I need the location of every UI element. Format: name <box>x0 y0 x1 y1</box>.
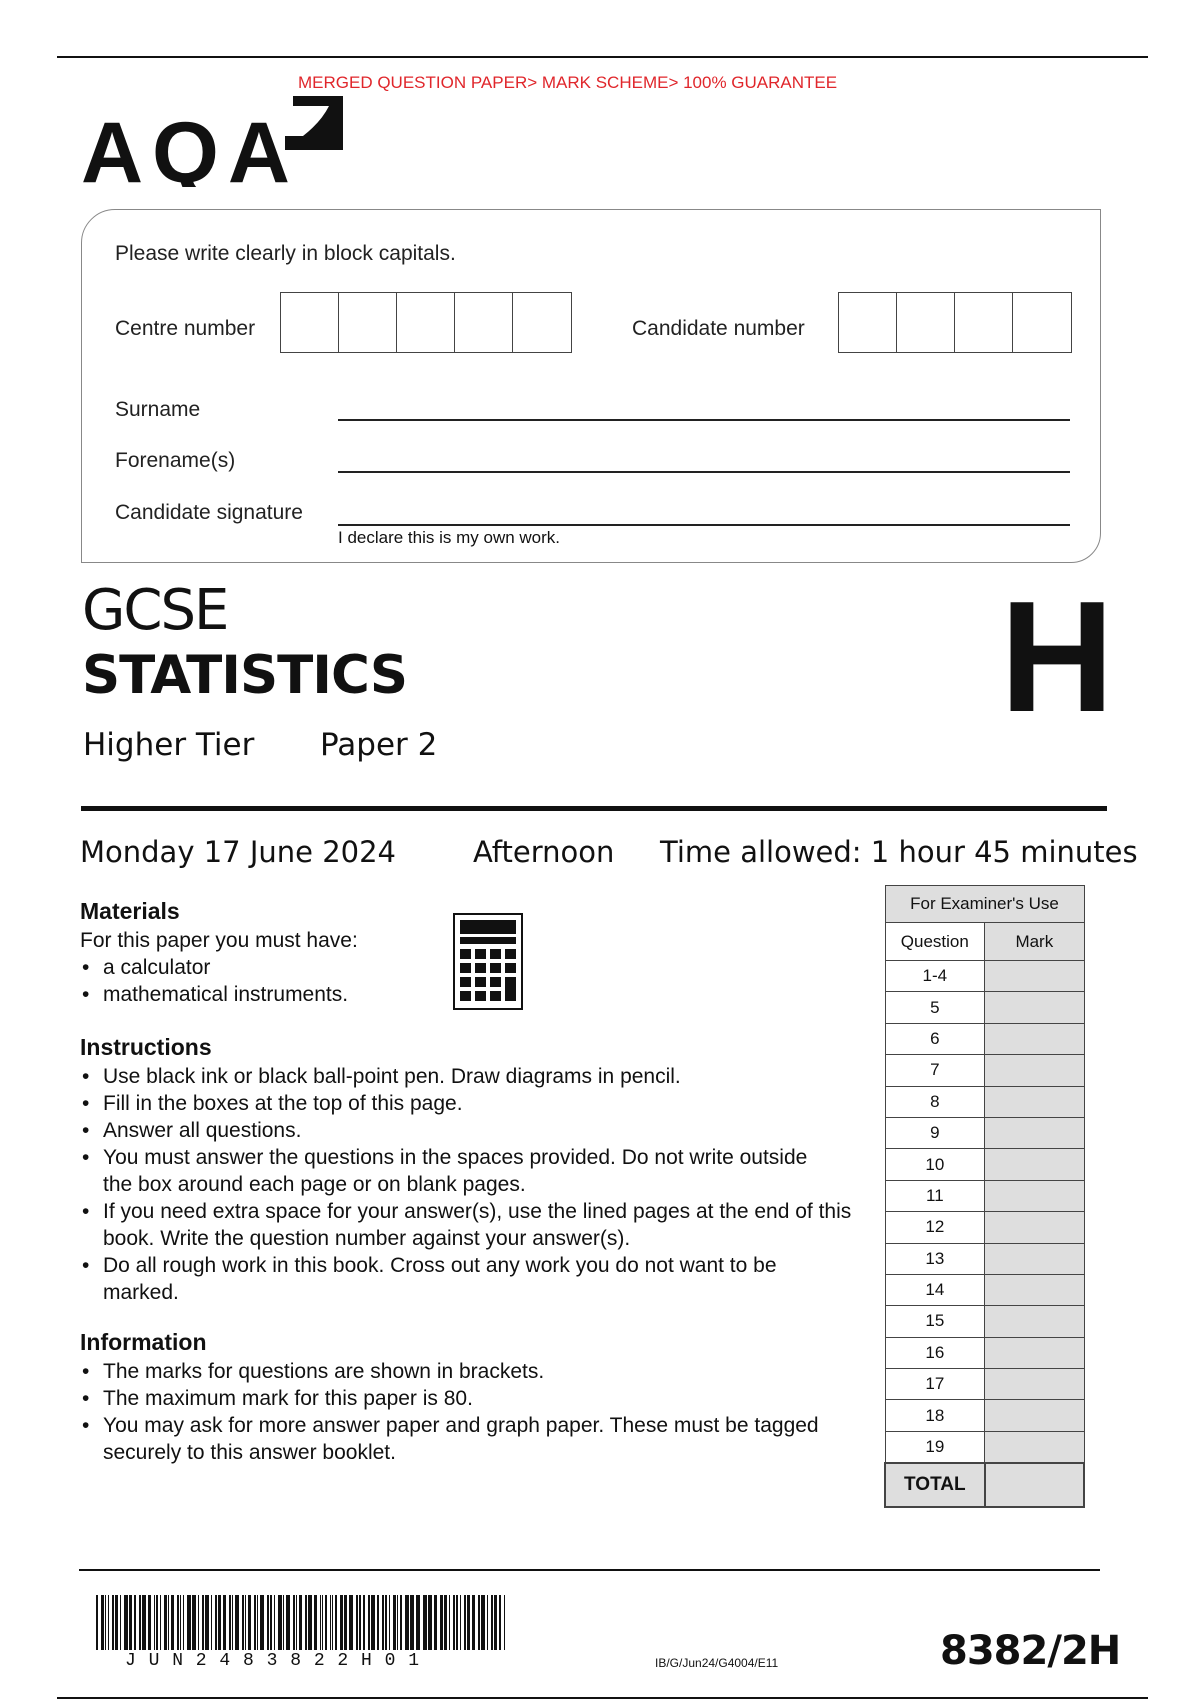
question-number: 6 <box>885 1023 985 1054</box>
examiner-row <box>885 961 1084 992</box>
calculator-icon <box>453 913 523 1010</box>
barcode-bar <box>428 1595 432 1650</box>
information-item: • The marks for questions are shown in brackets. <box>80 1358 820 1385</box>
barcode-bar <box>499 1595 501 1650</box>
barcode-bar <box>283 1595 284 1650</box>
barcode-bar <box>481 1595 485 1650</box>
exam-date: Monday 17 June 2024 <box>80 835 396 869</box>
barcode-bar <box>235 1595 239 1650</box>
watermark: MERGED QUESTION PAPER> MARK SCHEME> 100% GUARANTEE <box>298 73 838 92</box>
barcode-bar <box>187 1595 191 1650</box>
instruction-item: • Use black ink or black ball-point pen. Draw diagrams in pencil. <box>80 1063 870 1090</box>
document-reference: IB/G/Jun24/G4004/E11 <box>655 1656 779 1670</box>
mark-cell[interactable] <box>985 1055 1084 1086</box>
barcode-bar <box>393 1595 396 1650</box>
mark-cell[interactable] <box>985 1243 1084 1274</box>
barcode-bar <box>423 1595 427 1650</box>
barcode-bar <box>120 1595 121 1650</box>
question-number: 9 <box>885 1117 985 1148</box>
barcode-bar <box>296 1595 297 1650</box>
barcode-bar <box>245 1595 246 1650</box>
barcode-bar <box>108 1595 109 1650</box>
qualification-title: GCSE <box>82 578 228 643</box>
examiner-use-table <box>884 885 1085 1508</box>
barcode-bar <box>96 1595 98 1650</box>
barcode-bar <box>232 1595 233 1650</box>
barcode-bar <box>299 1595 302 1650</box>
barcode-bar <box>211 1595 212 1650</box>
paper-code: 8382/2H <box>940 1628 1121 1674</box>
barcode-bar <box>453 1595 455 1650</box>
question-number: 11 <box>885 1180 985 1211</box>
barcode-bar <box>242 1595 244 1650</box>
paper-label: Paper 2 <box>320 727 438 763</box>
barcode-bar <box>340 1595 343 1650</box>
exam-session: Afternoon <box>473 835 615 869</box>
barcode-bar <box>180 1595 181 1650</box>
examiner-row <box>885 1337 1084 1368</box>
materials-heading: Materials <box>80 898 180 924</box>
mark-header: Mark <box>985 923 1084 961</box>
barcode-bar <box>314 1595 317 1650</box>
mark-cell[interactable] <box>985 1274 1084 1305</box>
question-number: 18 <box>885 1400 985 1431</box>
barcode-bar <box>494 1595 497 1650</box>
question-number: 1-4 <box>885 961 985 992</box>
barcode-bar <box>416 1595 420 1650</box>
question-number: 17 <box>885 1369 985 1400</box>
barcode-bar <box>368 1595 370 1650</box>
examiner-row <box>885 1400 1084 1431</box>
signature-field[interactable] <box>338 524 1070 526</box>
instruction-item: • If you need extra space for your answer(s), use the lined pages at the end of this book. Write the question number against your answer(s). <box>80 1198 870 1252</box>
examiner-row <box>885 1180 1084 1211</box>
barcode-bar <box>205 1595 209 1650</box>
barcode-bar <box>371 1595 375 1650</box>
barcode-bar <box>148 1595 151 1650</box>
materials-section <box>80 898 480 1008</box>
examiner-row <box>885 1055 1084 1086</box>
examiner-row <box>885 1431 1084 1462</box>
question-number: 8 <box>885 1086 985 1117</box>
barcode-bar <box>156 1595 158 1650</box>
barcode-bar <box>377 1595 379 1650</box>
mark-cell[interactable] <box>985 961 1084 992</box>
examiner-row <box>885 1117 1084 1148</box>
question-number: 16 <box>885 1337 985 1368</box>
barcode-bar <box>487 1595 488 1650</box>
barcode-bar <box>254 1595 256 1650</box>
forename-field[interactable] <box>338 471 1070 473</box>
examiner-row <box>885 1212 1084 1243</box>
declaration-text: I declare this is my own work. <box>338 528 561 547</box>
mark-cell[interactable] <box>985 1431 1084 1462</box>
barcode-bar <box>164 1595 167 1650</box>
top-rule <box>57 56 1148 58</box>
barcode-bar <box>405 1595 409 1650</box>
centre-number-label: Centre number <box>115 317 256 340</box>
mark-cell[interactable] <box>985 1117 1084 1148</box>
barcode-bar <box>410 1595 414 1650</box>
barcode-bar <box>139 1595 141 1650</box>
barcode-bar <box>278 1595 282 1650</box>
mark-cell[interactable] <box>985 1086 1084 1117</box>
instruction-item: • You must answer the questions in the spaces provided. Do not write outside the box around each page or on blank pages. <box>80 1144 870 1198</box>
instruction-item: • Fill in the boxes at the top of this page. <box>80 1090 870 1117</box>
barcode-bar <box>267 1595 269 1650</box>
title-rule <box>81 806 1107 811</box>
barcode-bar <box>177 1595 179 1650</box>
examiner-row <box>885 1086 1084 1117</box>
barcode-bar <box>382 1595 384 1650</box>
mark-cell[interactable] <box>985 1149 1084 1180</box>
total-row <box>885 1463 1084 1507</box>
time-allowed: Time allowed: 1 hour 45 minutes <box>660 835 1138 869</box>
total-mark-cell[interactable] <box>985 1463 1084 1507</box>
centre-number-field[interactable] <box>280 292 572 353</box>
footer-rule <box>79 1569 1100 1571</box>
barcode-bar <box>270 1595 272 1650</box>
question-number: 10 <box>885 1149 985 1180</box>
barcode-bar <box>356 1595 358 1650</box>
question-number: 7 <box>885 1055 985 1086</box>
barcode-bar <box>115 1595 118 1650</box>
barcode-bar <box>124 1595 128 1650</box>
barcode-bar <box>112 1595 114 1650</box>
barcode-bar <box>332 1595 333 1650</box>
barcode-bar <box>478 1595 480 1650</box>
signature-label: Candidate signature <box>115 501 303 524</box>
barcode-bar <box>257 1595 258 1650</box>
information-item: • The maximum mark for this paper is 80. <box>80 1385 820 1412</box>
barcode-bar <box>467 1595 470 1650</box>
barcode-bar <box>105 1595 106 1650</box>
barcode-bar <box>160 1595 161 1650</box>
examiner-row <box>885 1369 1084 1400</box>
barcode-bar <box>320 1595 321 1650</box>
barcode-bar <box>322 1595 323 1650</box>
mark-cell[interactable] <box>985 1212 1084 1243</box>
barcode-bar <box>363 1595 365 1650</box>
barcode-bar <box>464 1595 466 1650</box>
information-section <box>80 1329 820 1466</box>
tier-label: Higher Tier <box>83 727 255 763</box>
barcode-bar <box>168 1595 169 1650</box>
bottom-rule <box>57 1697 1148 1699</box>
barcode-bar <box>449 1595 450 1650</box>
mark-cell[interactable] <box>985 1337 1084 1368</box>
forename-label: Forename(s) <box>115 449 236 472</box>
mark-cell[interactable] <box>985 1400 1084 1431</box>
barcode-bar <box>344 1595 347 1650</box>
mark-cell[interactable] <box>985 992 1084 1023</box>
question-number: 14 <box>885 1274 985 1305</box>
barcode-bar <box>129 1595 132 1650</box>
instructions-section <box>80 1034 870 1306</box>
barcode-bar <box>456 1595 458 1650</box>
aqa-logo <box>81 92 346 187</box>
barcode-bar <box>460 1595 461 1650</box>
barcode-bar <box>154 1595 155 1650</box>
barcode-bar <box>142 1595 146 1650</box>
mark-cell[interactable] <box>985 1023 1084 1054</box>
barcode-bar <box>440 1595 443 1650</box>
barcode-bar <box>491 1595 493 1650</box>
barcode-bar <box>385 1595 387 1650</box>
barcode-bar <box>335 1595 337 1650</box>
question-number: 12 <box>885 1212 985 1243</box>
barcode-bar <box>400 1595 402 1650</box>
materials-item: • mathematical instruments. <box>80 981 480 1008</box>
barcode-bar <box>434 1595 437 1650</box>
barcode-bar <box>444 1595 447 1650</box>
question-number: 13 <box>885 1243 985 1274</box>
barcode-bar <box>218 1595 221 1650</box>
examiner-row <box>885 1149 1084 1180</box>
barcode-bar <box>198 1595 199 1650</box>
question-number: 19 <box>885 1431 985 1462</box>
barcode-bar <box>293 1595 295 1650</box>
barcode-text: J U N 2 4 8 3 8 2 2 H 0 1 <box>125 1651 421 1671</box>
instruction-item: • Answer all questions. <box>80 1117 870 1144</box>
total-label: TOTAL <box>885 1463 985 1507</box>
candidate-number-label: Candidate number <box>632 317 805 340</box>
barcode-bar <box>325 1595 327 1650</box>
barcode <box>96 1595 509 1650</box>
examiner-title: For Examiner's Use <box>885 886 1084 923</box>
mark-cell[interactable] <box>985 1306 1084 1337</box>
question-number: 15 <box>885 1306 985 1337</box>
question-header: Question <box>885 923 985 961</box>
tier-letter: H <box>1000 569 1115 745</box>
barcode-bar <box>349 1595 353 1650</box>
question-number: 5 <box>885 992 985 1023</box>
barcode-bar <box>389 1595 390 1650</box>
instruction-item: • Do all rough work in this book. Cross out any work you do not want to be marked. <box>80 1252 870 1306</box>
barcode-bar <box>260 1595 264 1650</box>
barcode-bar <box>223 1595 226 1650</box>
barcode-bar <box>504 1595 505 1650</box>
instructions-heading: Instructions <box>80 1034 212 1060</box>
surname-label: Surname <box>115 398 201 421</box>
barcode-bar <box>215 1595 217 1650</box>
information-item: • You may ask for more answer paper and graph paper. These must be tagged securely to this answer booklet. <box>80 1412 820 1466</box>
barcode-bar <box>308 1595 312 1650</box>
candidate-number-field[interactable] <box>838 292 1072 353</box>
examiner-row <box>885 1023 1084 1054</box>
examiner-row <box>885 992 1084 1023</box>
materials-item: • a calculator <box>80 954 480 981</box>
barcode-bar <box>229 1595 231 1650</box>
examiner-row <box>885 1243 1084 1274</box>
barcode-bar <box>183 1595 184 1650</box>
svg-text:AQA: AQA <box>81 105 286 187</box>
information-heading: Information <box>80 1329 207 1355</box>
barcode-bar <box>305 1595 307 1650</box>
mark-cell[interactable] <box>985 1180 1084 1211</box>
subject-title: STATISTICS <box>82 645 408 706</box>
barcode-bar <box>101 1595 104 1650</box>
barcode-bar <box>248 1595 251 1650</box>
barcode-bar <box>359 1595 361 1650</box>
block-capitals-instruction: Please write clearly in block capitals. <box>115 242 456 265</box>
barcode-bar <box>330 1595 331 1650</box>
barcode-bar <box>171 1595 174 1650</box>
mark-cell[interactable] <box>985 1369 1084 1400</box>
barcode-bar <box>472 1595 475 1650</box>
barcode-bar <box>397 1595 398 1650</box>
surname-field[interactable] <box>338 419 1070 421</box>
examiner-row <box>885 1274 1084 1305</box>
barcode-bar <box>202 1595 204 1650</box>
materials-intro: For this paper you must have: <box>80 929 358 952</box>
barcode-bar <box>286 1595 290 1650</box>
examiner-row <box>885 1306 1084 1337</box>
barcode-bar <box>274 1595 275 1650</box>
barcode-bar <box>134 1595 136 1650</box>
barcode-bar <box>192 1595 196 1650</box>
